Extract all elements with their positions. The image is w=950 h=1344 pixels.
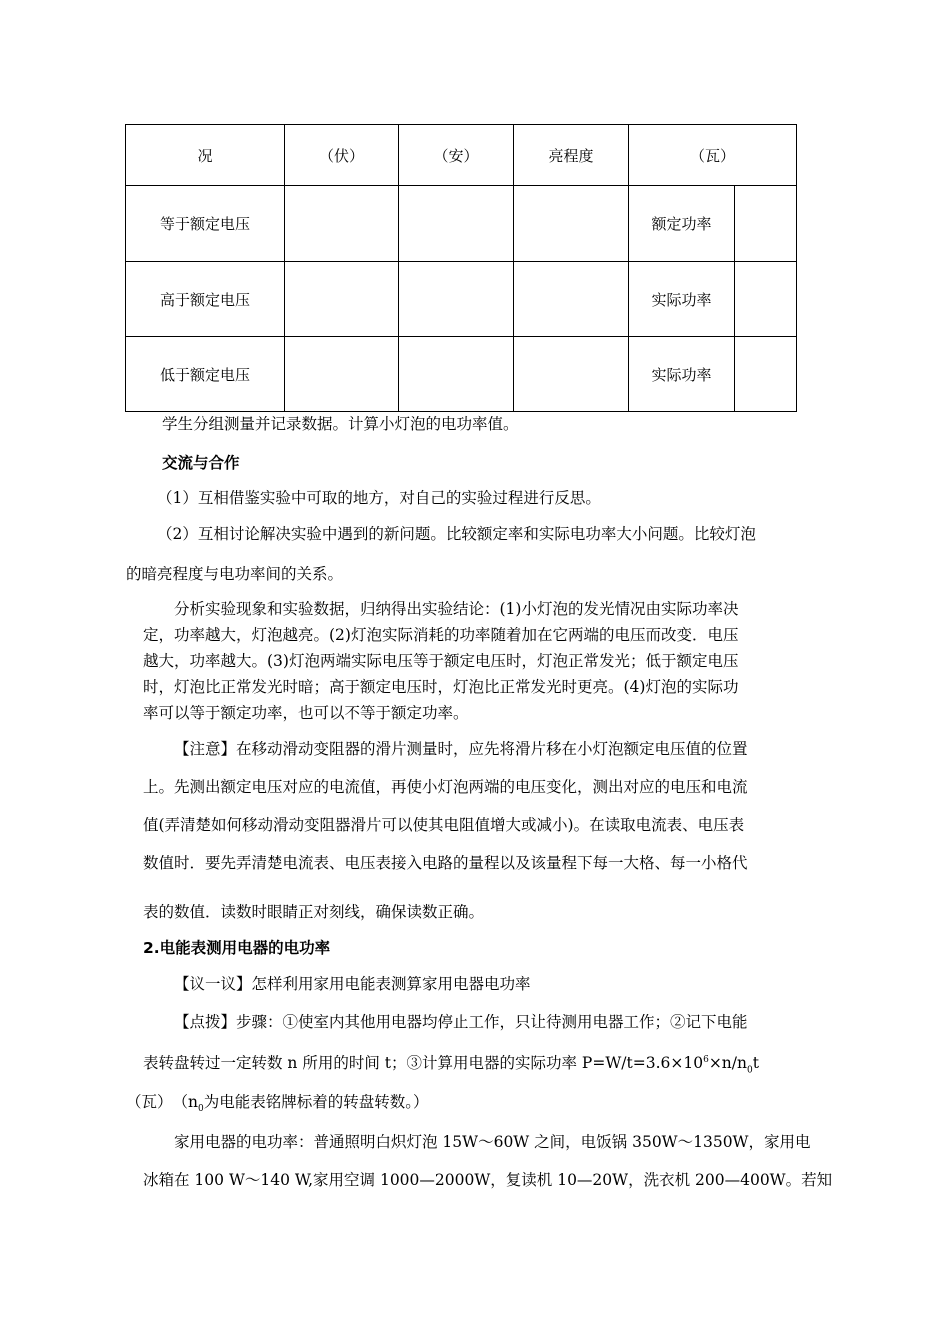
row-label: 等于额定电压 xyxy=(126,186,285,262)
conclusion-line-3: 越大，功率越大。(3)灯泡两端实际电压等于额定电压时，灯泡正常发光；低于额定电压 xyxy=(143,652,739,670)
table-row xyxy=(126,262,797,337)
note-line-2: 上。先测出额定电压对应的电流值，再使小灯泡两端的电压变化，测出对应的电压和电流 xyxy=(143,778,748,796)
empty-cell xyxy=(514,337,629,412)
empty-cell xyxy=(735,262,797,337)
empty-cell xyxy=(399,337,514,412)
empty-cell xyxy=(514,262,629,337)
hint-line-1: 【点拨】步骤：①使室内其他用电器均停止工作，只让待测用电器工作；②记下电能 xyxy=(174,1013,748,1031)
empty-cell xyxy=(399,262,514,337)
conclusion-line-5: 率可以等于额定功率，也可以不等于额定功率。 xyxy=(143,704,469,722)
power-label: 实际功率 xyxy=(629,337,735,412)
heading-exchange: 交流与合作 xyxy=(162,454,240,472)
paragraph-1: （1）互相借鉴实验中可取的地方，对自己的实验过程进行反思。 xyxy=(157,489,601,507)
paragraph-2-line-1: （2）互相讨论解决实验中遇到的新问题。比较额定率和实际电功率大小问题。比较灯泡 xyxy=(157,525,756,543)
empty-cell xyxy=(514,186,629,262)
header-power: （瓦） xyxy=(629,125,797,186)
paragraph-2-line-2: 的暗亮程度与电功率间的关系。 xyxy=(126,565,344,583)
intro-paragraph: 学生分组测量并记录数据。计算小灯泡的电功率值。 xyxy=(162,415,519,433)
hint-line-2: 表转盘转过一定转数 n 所用的时间 t；③计算用电器的实际功率 $P=W/t=3.6\times 10^6\times n/n_0t$ xyxy=(143,1054,759,1076)
hint-line-3: （瓦） （$n_0$为电能表铭牌标着的转盘转数。） xyxy=(126,1093,429,1115)
note-line-1: 【注意】在移动滑动变阻器的滑片测量时，应先将滑片移在小灯泡额定电压值的位置 xyxy=(174,740,748,758)
note-line-5: 表的数值．读数时眼睛正对刻线，确保读数正确。 xyxy=(143,903,485,921)
empty-cell xyxy=(735,337,797,412)
empty-cell xyxy=(735,186,797,262)
measurement-table xyxy=(125,124,797,412)
header-brightness: 亮程度 xyxy=(514,125,629,186)
note-line-4: 数值时．要先弄清楚电流表、电压表接入电路的量程以及该量程下每一大格、每一小格代 xyxy=(143,854,748,872)
empty-cell xyxy=(399,186,514,262)
note-line-3: 值(弄清楚如何移动滑动变阻器滑片可以使其电阻值增大或减小)。在读取电流表、电压表 xyxy=(143,816,745,834)
header-voltage: （伏） xyxy=(285,125,399,186)
power-label: 额定功率 xyxy=(629,186,735,262)
discuss-line: 【议一议】怎样利用家用电能表测算家用电器电功率 xyxy=(174,975,531,993)
table-row xyxy=(126,337,797,412)
heading-section-2: 2.电能表测用电器的电功率 xyxy=(143,939,331,957)
empty-cell xyxy=(285,186,399,262)
header-current: （安） xyxy=(399,125,514,186)
conclusion-line-1: 分析实验现象和实验数据，归纳得出实验结论：(1)小灯泡的发光情况由实际功率决 xyxy=(174,600,739,618)
empty-cell xyxy=(285,262,399,337)
conclusion-line-2: 定，功率越大，灯泡越亮。(2)灯泡实际消耗的功率随着加在它两端的电压而改变．电压 xyxy=(143,626,739,644)
table-row xyxy=(126,186,797,262)
empty-cell xyxy=(285,337,399,412)
row-label: 高于额定电压 xyxy=(126,262,285,337)
appliance-power-line-2: 冰箱在 100 W～140 W,家用空调 1000—2000W，复读机 10—20W，洗衣机 200—400W。若知 xyxy=(143,1171,833,1189)
header-condition: 况 xyxy=(126,125,285,186)
conclusion-line-4: 时，灯泡比正常发光时暗；高于额定电压时，灯泡比正常发光时更亮。(4)灯泡的实际功 xyxy=(143,678,739,696)
appliance-power-line-1: 家用电器的电功率：普通照明白炽灯泡 15W～60W 之间，电饭锅 350W～1350W，家用电 xyxy=(174,1133,811,1151)
power-label: 实际功率 xyxy=(629,262,735,337)
row-label: 低于额定电压 xyxy=(126,337,285,412)
